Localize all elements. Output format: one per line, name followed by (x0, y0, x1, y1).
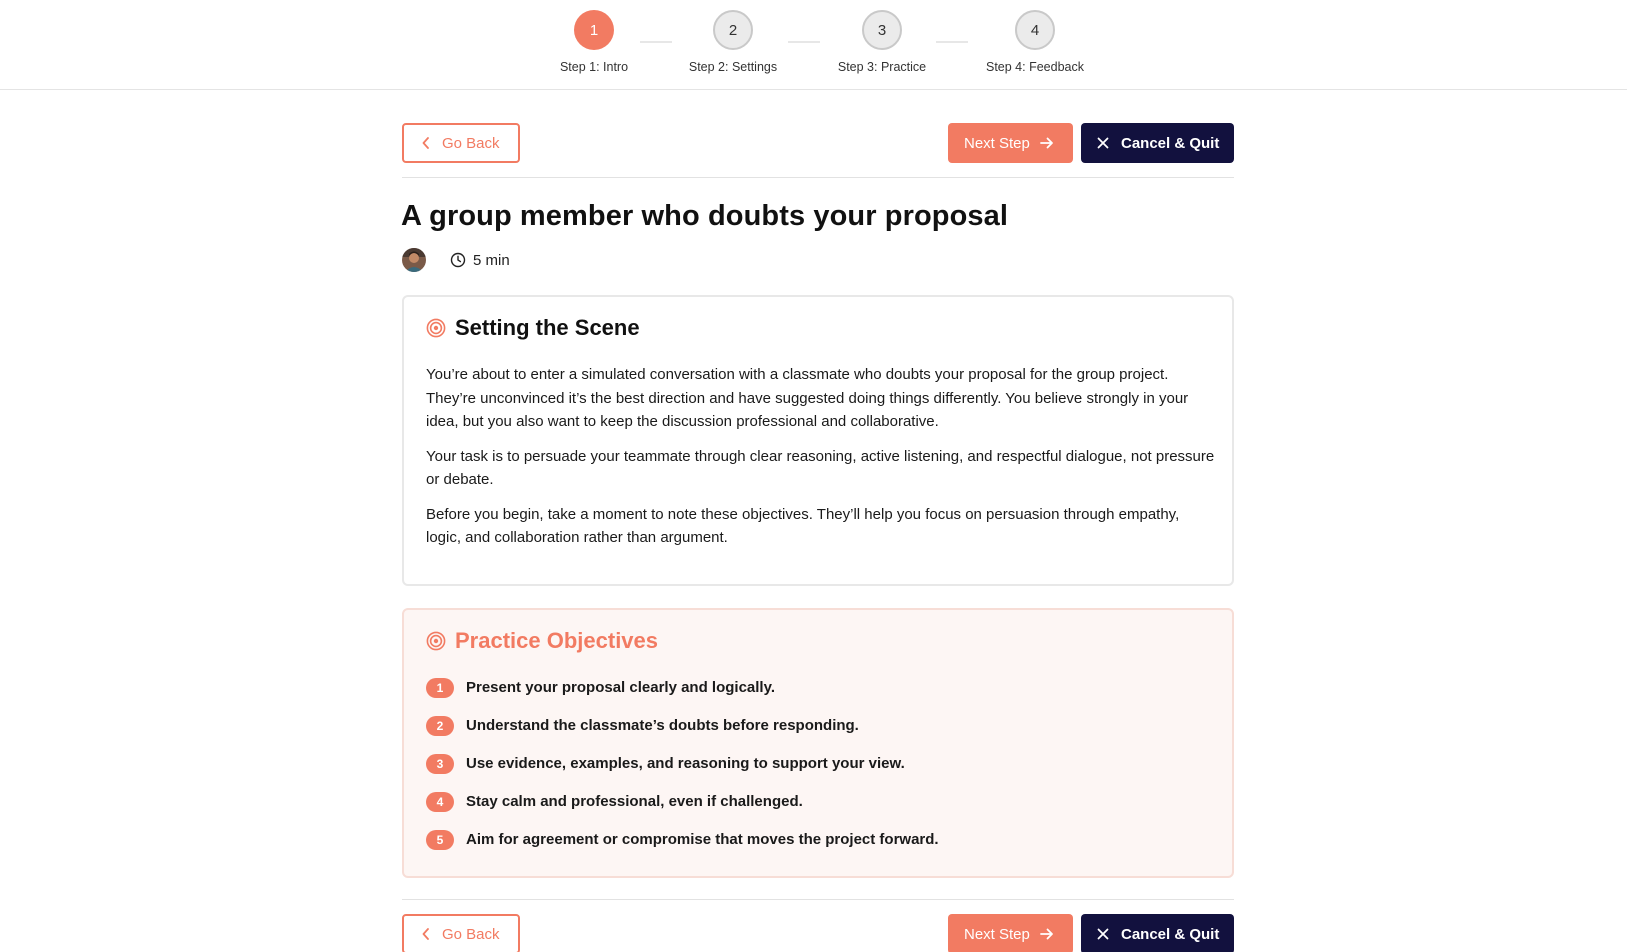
list-item (426, 716, 939, 754)
objective-text: Stay calm and professional, even if challenged. (466, 793, 803, 810)
go-back-label: Go Back (442, 134, 500, 152)
objective-text: Use evidence, examples, and reasoning to support your view. (466, 755, 905, 772)
step-settings[interactable] (663, 10, 803, 74)
objective-number-badge: 3 (426, 754, 454, 774)
list-item (426, 830, 939, 868)
divider (402, 177, 1234, 178)
top-navigation (402, 123, 1234, 163)
list-item (426, 678, 939, 716)
practice-objectives-card (402, 608, 1234, 878)
go-back-button[interactable] (402, 123, 520, 163)
bottom-navigation (402, 914, 1234, 952)
target-icon (426, 631, 446, 651)
next-step-label: Next Step (964, 134, 1030, 152)
avatar (402, 248, 426, 272)
objective-number-badge: 5 (426, 830, 454, 850)
setting-the-scene-card (402, 295, 1234, 586)
go-back-label: Go Back (442, 925, 500, 943)
next-step-label: Next Step (964, 925, 1030, 943)
close-icon (1097, 928, 1109, 940)
list-item (426, 792, 939, 830)
objectives-heading-text: Practice Objectives (455, 628, 659, 653)
chevron-left-icon (422, 928, 430, 940)
step-label: Step 3: Practice (837, 60, 927, 74)
step-label: Step 4: Feedback (986, 60, 1084, 74)
next-step-button[interactable] (948, 123, 1073, 163)
scene-heading-text: Setting the Scene (455, 315, 640, 340)
objective-number-badge: 2 (426, 716, 454, 736)
scene-paragraph: Your task is to persuade your teammate through clear reasoning, active listening, and respectful dialogue, not pressure or debate. (426, 447, 1215, 488)
close-icon (1097, 137, 1109, 149)
step-connector (936, 41, 968, 43)
arrow-right-icon (1040, 137, 1054, 149)
divider (402, 899, 1234, 900)
step-feedback[interactable] (965, 10, 1105, 74)
step-number: 3 (862, 10, 902, 50)
target-icon (426, 318, 446, 338)
objective-text: Understand the classmate’s doubts before responding. (466, 717, 859, 734)
scene-heading (426, 315, 640, 341)
objective-text: Aim for agreement or compromise that moves the project forward. (466, 831, 939, 848)
arrow-right-icon (1040, 928, 1054, 940)
cancel-quit-button[interactable] (1081, 123, 1234, 163)
progress-stepper (0, 0, 1627, 90)
objective-text: Present your proposal clearly and logically. (466, 679, 775, 696)
objective-number-badge: 1 (426, 678, 454, 698)
next-step-button[interactable] (948, 914, 1073, 952)
cancel-quit-label: Cancel & Quit (1121, 134, 1220, 152)
scene-body (426, 363, 1216, 561)
scenario-meta (402, 248, 510, 272)
cancel-quit-button[interactable] (1081, 914, 1234, 952)
step-number: 1 (574, 10, 614, 50)
chevron-left-icon (422, 137, 430, 149)
step-label: Step 2: Settings (688, 60, 778, 74)
objective-number-badge: 4 (426, 792, 454, 812)
scene-paragraph: Before you begin, take a moment to note these objectives. They’ll help you focus on persuasion through empathy, logic, and collaboration rather than argument. (426, 505, 1180, 546)
scene-paragraph: You’re about to enter a simulated conversation with a classmate who doubts your proposal for the group project. They’re unconvinced it’s the best direction and have suggested doing things differently. You believe strongly in your idea, but you also want to keep the discussion professional and collaborative. (426, 366, 1189, 430)
objectives-list (426, 678, 939, 868)
cancel-quit-label: Cancel & Quit (1121, 925, 1220, 943)
duration-text: 5 min (473, 251, 510, 269)
objectives-heading (426, 628, 658, 654)
step-number: 4 (1015, 10, 1055, 50)
go-back-button[interactable] (402, 914, 520, 952)
step-number: 2 (713, 10, 753, 50)
list-item (426, 754, 939, 792)
step-practice[interactable] (812, 10, 952, 74)
page-title: A group member who doubts your proposal (401, 200, 1009, 232)
clock-icon (450, 252, 466, 268)
step-label: Step 1: Intro (559, 60, 629, 74)
